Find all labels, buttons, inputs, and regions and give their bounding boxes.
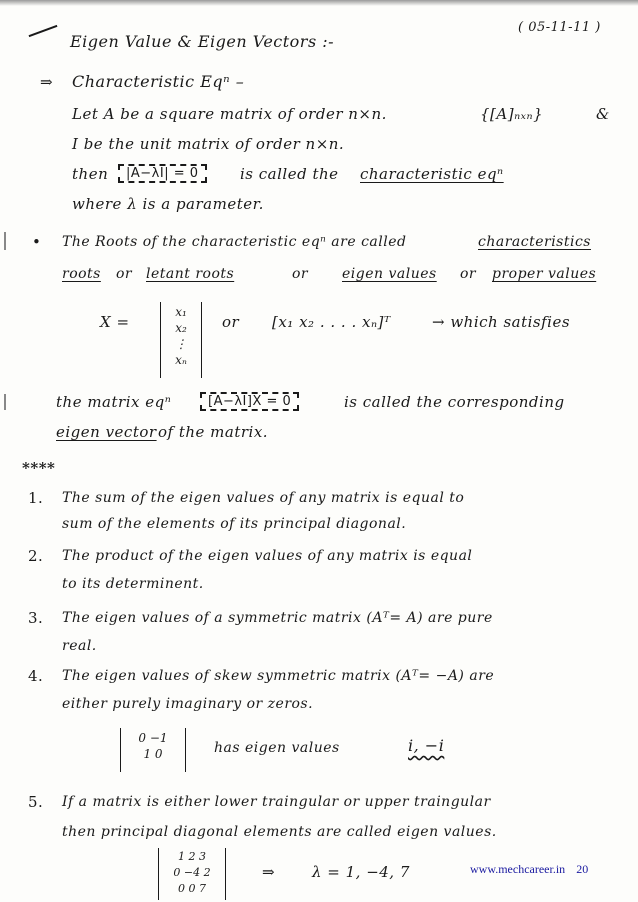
- prop-number: 1.: [28, 489, 44, 507]
- implies-arrow-icon: ⇒: [262, 863, 276, 881]
- date-stamp: ( 05-11-11 ): [518, 20, 601, 35]
- definition-line-3-then: then: [72, 165, 109, 183]
- prop-5-line-2: then principal diagonal elements are called eigen values.: [62, 824, 497, 840]
- definition-line-2: I be the unit matrix of order n×n.: [72, 135, 345, 153]
- footer-page-number: 20: [576, 862, 589, 876]
- roots-term-characteristic: characteristics: [478, 234, 591, 250]
- page-title: Eigen Value & Eigen Vectors :-: [70, 32, 335, 51]
- triangular-eigen-values: λ = 1, −4, 7: [312, 863, 410, 881]
- margin-mark: [4, 232, 6, 250]
- roots-line-1: The Roots of the characteristic eqⁿ are called: [62, 234, 407, 250]
- roots-term-roots: roots: [62, 266, 101, 282]
- x-vec-entry: ⋮: [175, 337, 187, 351]
- definition-line-1-matrix: {[A]ₙₓₙ}: [480, 105, 544, 123]
- skew-matrix-row: 0 −1: [138, 731, 168, 745]
- eigen-vector-term: eigen vector: [56, 423, 157, 441]
- roots-or-2: or: [292, 266, 309, 282]
- skew-eigen-values: i, −i: [408, 736, 445, 755]
- skew-matrix: [120, 728, 186, 772]
- tri-matrix-row: 0 −4 2: [173, 866, 211, 879]
- roots-term-letant: letant roots: [146, 266, 235, 282]
- prop-3-line-2: real.: [62, 638, 97, 654]
- characteristic-eq-box: |A−λI| = 0: [118, 164, 207, 183]
- footer-site-link[interactable]: www.mechcareer.in: [470, 862, 566, 876]
- page-footer: [470, 862, 588, 877]
- x-vec-entry: xₙ: [175, 353, 187, 367]
- tri-matrix-row: 1 2 3: [178, 850, 206, 863]
- arrow-icon: [29, 25, 58, 37]
- prop-4-line-2: either purely imaginary or zeros.: [62, 696, 314, 712]
- roots-term-eigen-values: eigen values: [342, 266, 437, 282]
- characteristic-eq-term: characteristic eqⁿ: [360, 165, 504, 183]
- x-vec-entry: x₁: [175, 305, 187, 319]
- scan-top-edge: [0, 0, 638, 6]
- skew-matrix-row: 1 0: [143, 747, 163, 761]
- stars-marker: ****: [22, 459, 56, 477]
- prop-1-line-2: sum of the elements of its principal diagonal.: [62, 516, 407, 532]
- x-row-vector: [x₁ x₂ . . . . xₙ]ᵀ: [272, 313, 391, 331]
- margin-mark: [4, 394, 6, 410]
- prop-2-line-1: The product of the eigen values of any matrix is equal: [62, 548, 473, 564]
- prop-number: 5.: [28, 793, 44, 811]
- matrix-eq-box: [A−λI]X = 0: [200, 392, 299, 411]
- section-heading: Characteristic Eqⁿ –: [72, 72, 245, 91]
- definition-line-1: Let A be a square matrix of order n×n.: [72, 105, 387, 123]
- prop-3-line-1: The eigen values of a symmetric matrix (Aᵀ= A) are pure: [62, 610, 493, 626]
- x-or: or: [222, 313, 240, 331]
- skew-has-eigen-values: has eigen values: [214, 740, 340, 756]
- matrix-eq-text: the matrix eqⁿ: [56, 393, 172, 411]
- roots-or-1: or: [116, 266, 133, 282]
- triangular-matrix: [158, 848, 226, 900]
- x-which-satisfies: → which satisfies: [432, 313, 571, 331]
- definition-line-4: where λ is a parameter.: [72, 195, 264, 213]
- bullet-dot-icon: •: [32, 233, 42, 251]
- prop-number: 3.: [28, 609, 44, 627]
- x-label: X =: [100, 313, 130, 331]
- roots-or-3: or: [460, 266, 477, 282]
- definition-line-3-text: is called the: [240, 165, 339, 183]
- definition-line-1-and: &: [596, 105, 610, 123]
- prop-4-line-1: The eigen values of skew symmetric matrix (Aᵀ= −A) are: [62, 668, 495, 684]
- prop-5-line-1: If a matrix is either lower traingular or upper traingular: [62, 794, 491, 810]
- prop-number: 2.: [28, 547, 44, 565]
- prop-1-line-1: The sum of the eigen values of any matrix is equal to: [62, 490, 465, 506]
- x-vec-entry: x₂: [175, 321, 187, 335]
- tri-matrix-row: 0 0 7: [178, 882, 206, 895]
- matrix-eq-called: is called the corresponding: [344, 393, 565, 411]
- eigen-vector-suffix: of the matrix.: [158, 423, 269, 441]
- prop-number: 4.: [28, 667, 44, 685]
- x-column-vector: [160, 302, 202, 378]
- bullet-arrow-icon: ⇒: [40, 73, 54, 91]
- prop-2-line-2: to its determinent.: [62, 576, 204, 592]
- roots-term-proper-values: proper values: [492, 266, 597, 282]
